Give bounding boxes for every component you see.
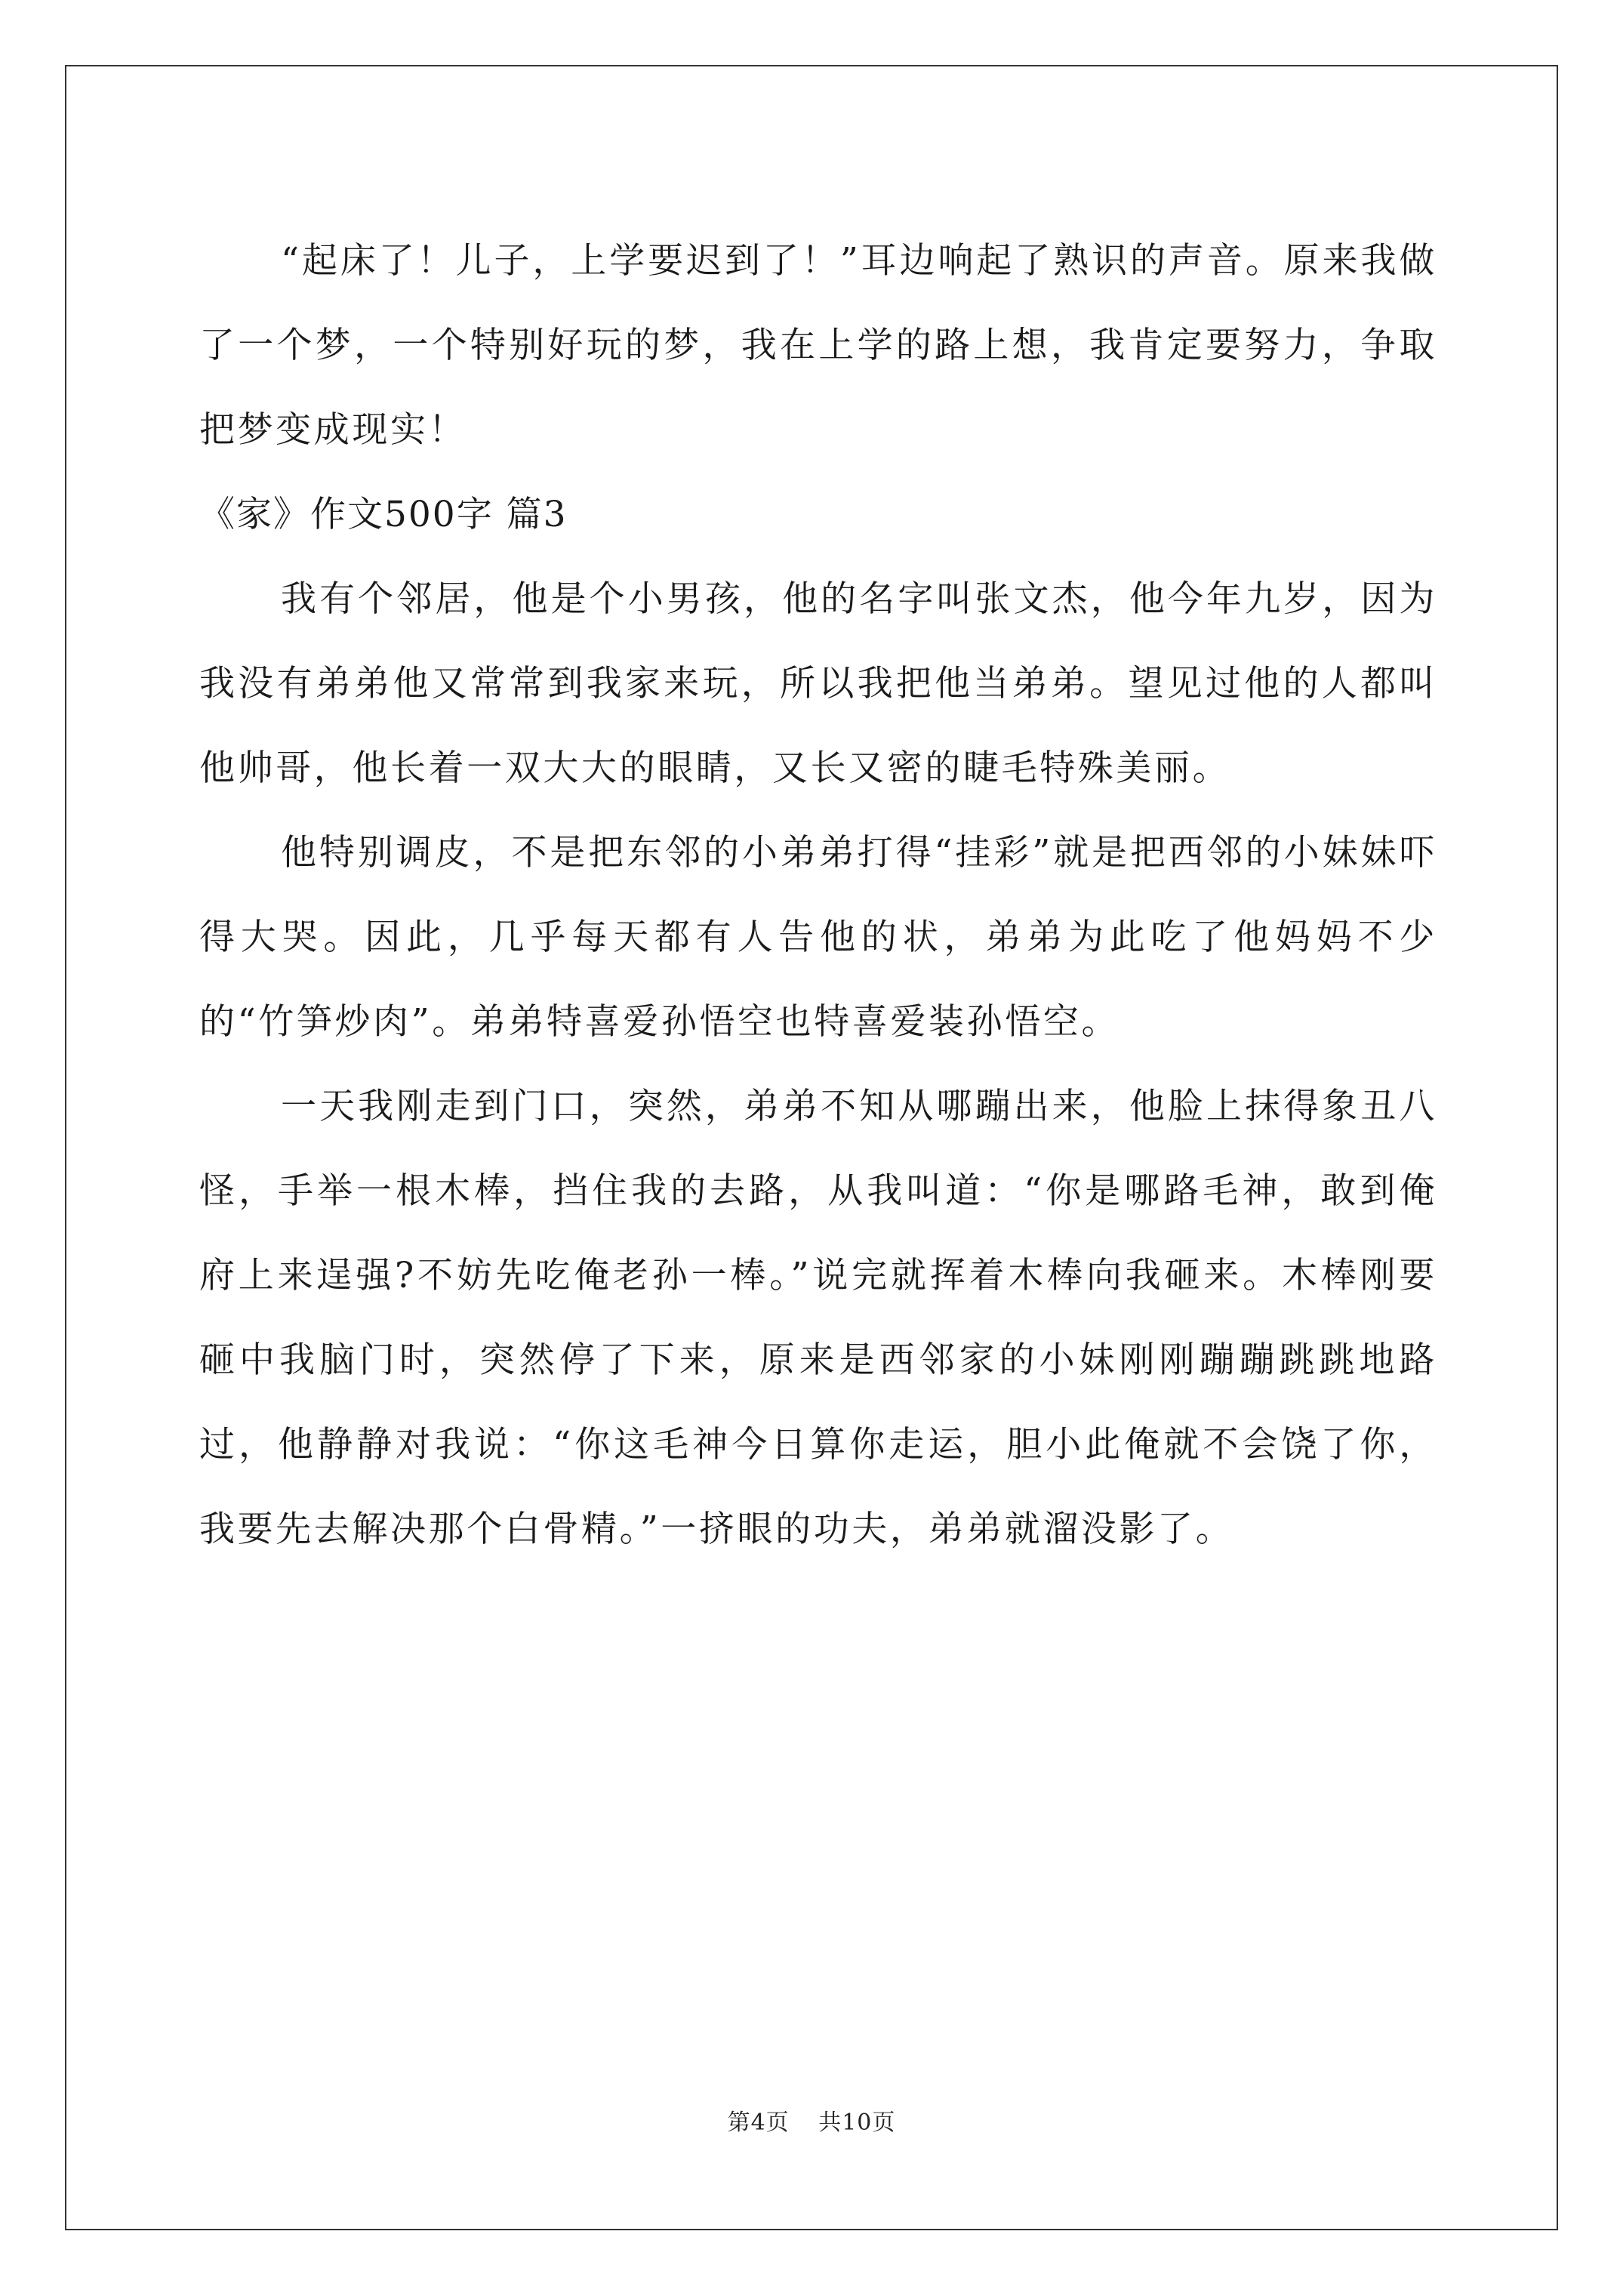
paragraph-dream-ending: “起床了！儿子，上学要迟到了！”耳边响起了熟识的声音。原来我做了一个梦，一个特别好玩的梦，我在上学的路上想，我肯定要努力，争取把梦变成现实！ xyxy=(199,240,1437,451)
paragraph-naughty: 他特别调皮，不是把东邻的小弟弟打得“挂彩”就是把西邻的小妹妹吓得大哭。因此，几乎每天都有人告他的状，弟弟为此吃了他妈妈不少的“竹笋炒肉”。弟弟特喜爱孙悟空也特喜爱装孙悟空。 xyxy=(199,832,1437,1043)
page-total: 共10页 xyxy=(818,2110,896,2136)
document-body xyxy=(199,219,1437,1572)
paragraph-neighbor-intro: 我有个邻居，他是个小男孩，他的名字叫张文杰，他今年九岁，因为我没有弟弟他又常常到我家来玩，所以我把他当弟弟。望见过他的人都叫他帅哥，他长着一双大大的眼睛，又长又密的睫毛特殊美丽。 xyxy=(199,578,1437,789)
page-number: 第4页 xyxy=(727,2110,790,2136)
paragraph-monkey-king: 一天我刚走到门口，突然，弟弟不知从哪蹦出来，他脸上抹得象丑八怪，手举一根木棒，挡住我的去路，从我叫道：“你是哪路毛神，敢到俺府上来逞强?不妨先吃俺老孙一棒。”说完就挥着木棒向我砸来。木棒刚要砸中我脑门时，突然停了下来，原来是西邻家的小妹刚刚蹦蹦跳跳地路过，他静静对我说：“你这毛神今日算你走运，胆小此俺就不会饶了你，我要先去解决那个白骨精。”一挤眼的功夫，弟弟就溜没影了。 xyxy=(199,1086,1437,1550)
section-heading: 《家》作文500字 篇3 xyxy=(199,494,568,535)
page-footer xyxy=(0,2103,1623,2137)
